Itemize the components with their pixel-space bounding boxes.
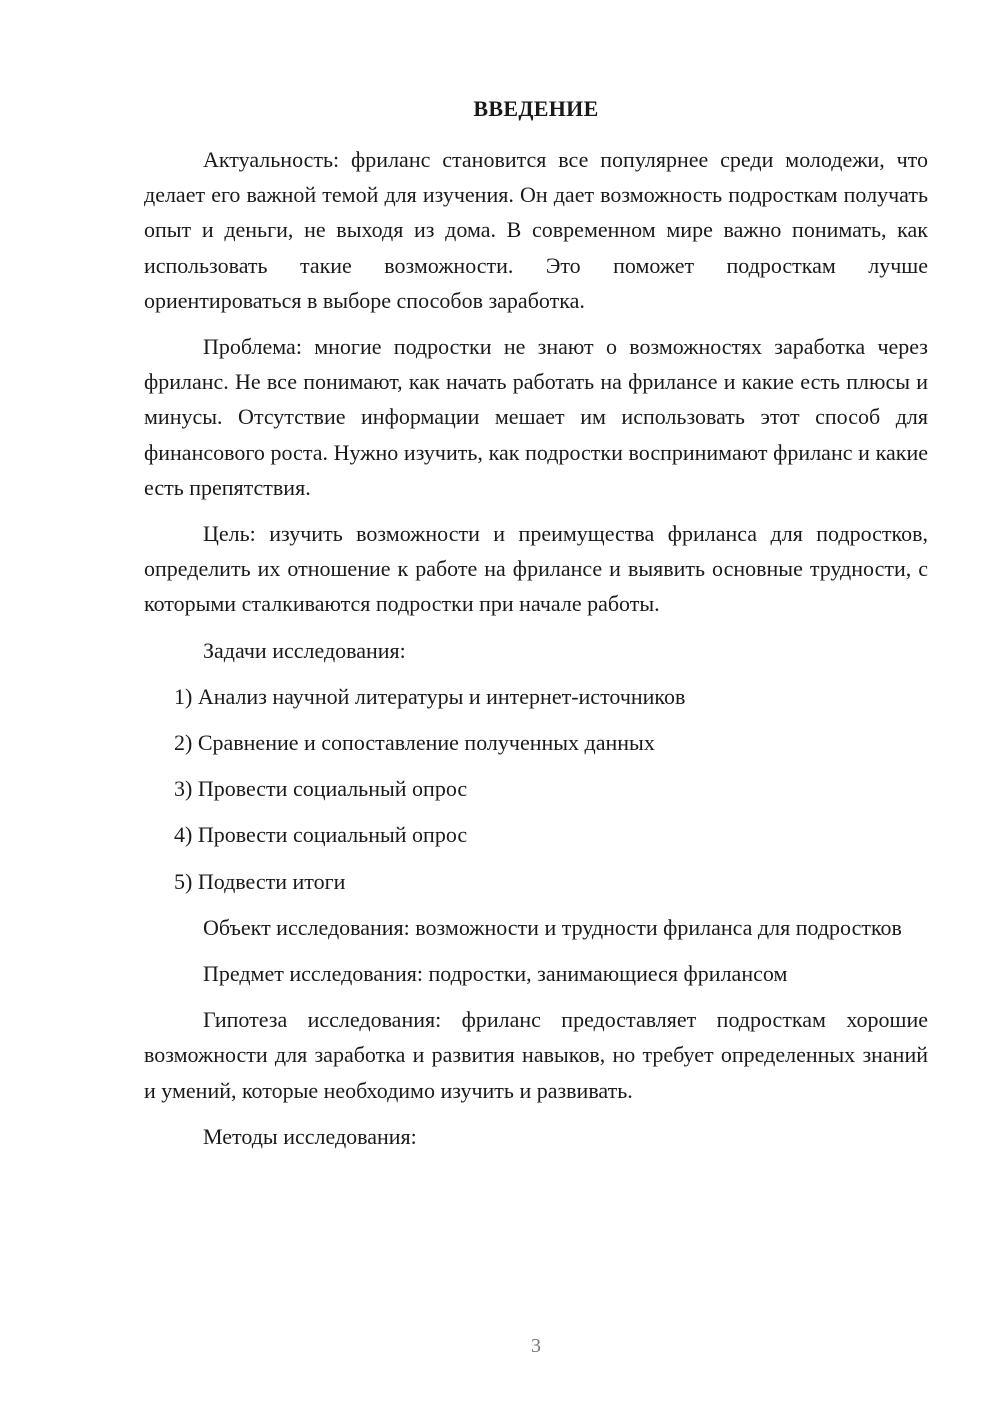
paragraph-problem: Проблема: многие подростки не знают о возможностях заработка через фриланс. Не все понимают, как начать работать на фрилансе и какие есть плюсы и минусы. Отсутствие информации мешает им использовать этот способ для финансового роста. Нужно изучить, как подростки воспринимают фриланс и какие есть препятствия.: [144, 334, 928, 500]
task-item-1: 1) Анализ научной литературы и интернет-источников: [174, 683, 686, 709]
page-number: 3: [531, 1335, 541, 1357]
paragraph-object: Объект исследования: возможности и трудности фриланса для подростков: [203, 914, 902, 940]
section-heading: ВВЕДЕНИЕ: [473, 96, 599, 121]
document-body: [144, 142, 928, 1154]
paragraph-relevance: Актуальность: фриланс становится все популярнее среди молодежи, что делает его важной темой для изучения. Он дает возможность подросткам получать опыт и деньги, не выходя из дома. В современном мире важно понимать, как использовать такие возможности. Это поможет подросткам лучше ориентироваться в выборе способов заработка.: [144, 147, 928, 313]
task-item-4: 4) Провести социальный опрос: [174, 822, 468, 848]
task-item-5: 5) Подвести итоги: [174, 868, 346, 894]
methods-title: Методы исследования:: [203, 1123, 417, 1149]
tasks-title: Задачи исследования:: [203, 637, 406, 663]
paragraph-subject: Предмет исследования: подростки, занимающиеся фрилансом: [203, 961, 788, 987]
paragraph-goal: Цель: изучить возможности и преимущества фриланса для подростков, определить их отношение к работе на фрилансе и выявить основные трудности, с которыми сталкиваются подростки при начале работы.: [144, 521, 928, 617]
paragraph-hypothesis: Гипотеза исследования: фриланс предоставляет подросткам хорошие возможности для заработка и развития навыков, но требует определенных знаний и умений, которые необходимо изучить и развивать.: [144, 1007, 928, 1103]
task-item-3: 3) Провести социальный опрос: [174, 776, 468, 802]
task-item-2: 2) Сравнение и сопоставление полученных данных: [174, 730, 655, 756]
